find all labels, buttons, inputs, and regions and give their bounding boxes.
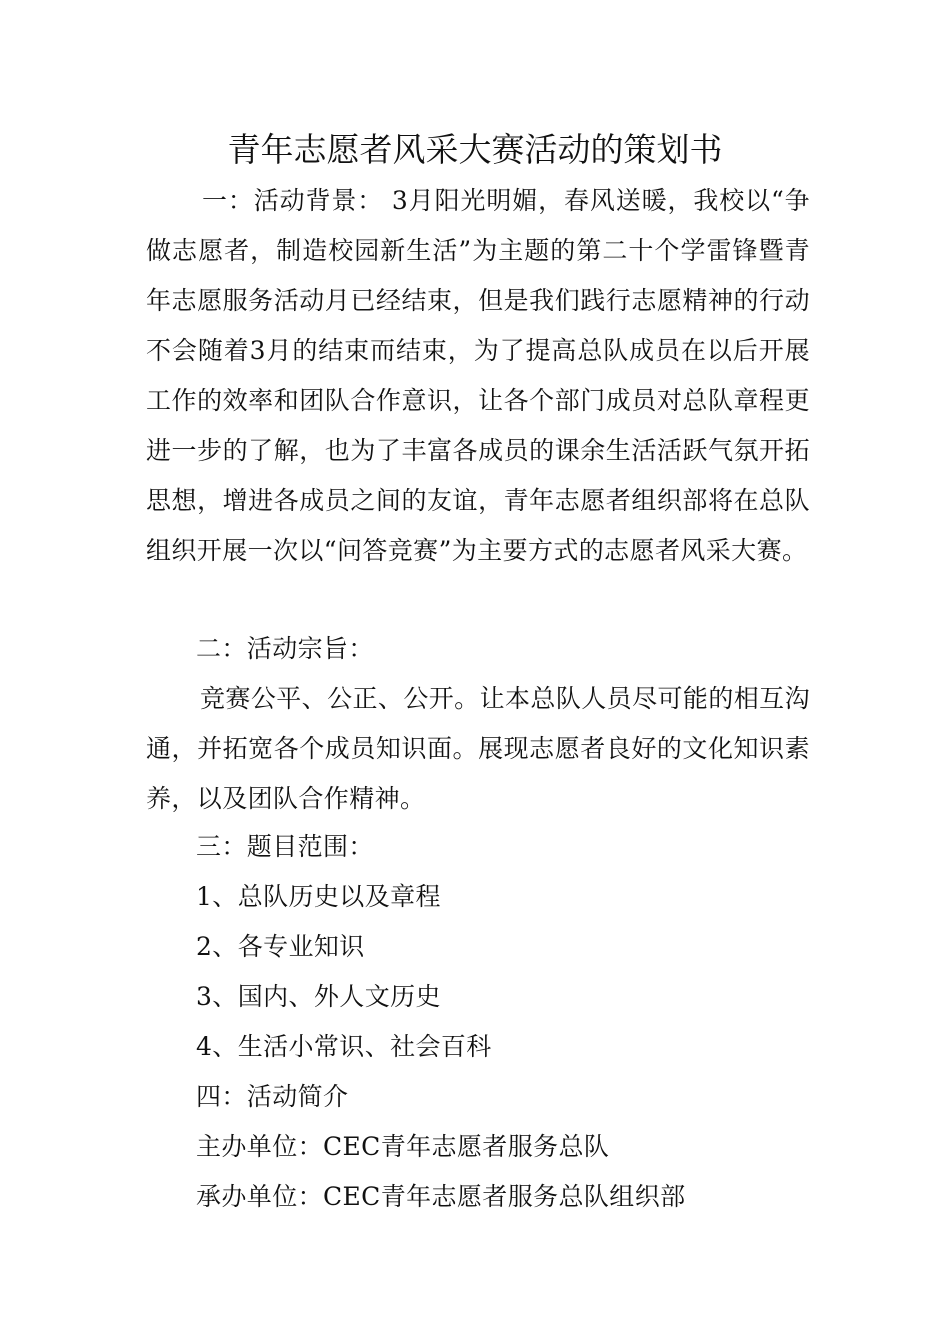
co-organizer-line: 承办单位：CEC青年志愿者服务总队组织部 — [196, 1182, 686, 1211]
document-title: 青年志愿者风采大赛活动的策划书 — [227, 130, 723, 169]
background-paragraph: 一：活动背景： 3月阳光明媚，春风送暖，我校以“争做志愿者，制造校园新生活”为主题的第二十个学雷锋暨青年志愿服务活动月已经结束，但是我们践行志愿精神的行动不会随着3月的结束而结束，为了提高总队成员在以后开展工作的效率和团队合作意识，让各个部门成员对总队章程更进一步的了解，也为了丰富各成员的课余生活活跃气氛开拓思想，增进各成员之间的友谊，青年志愿者组织部将在总队组织开展一次以“问答竞赛”为主要方式的志愿者风采大赛。 — [146, 186, 810, 565]
topic-item: 4、生活小常识、社会百科 — [196, 1032, 492, 1061]
organizer-line: 主办单位：CEC青年志愿者服务总队 — [196, 1132, 610, 1161]
topic-item: 3、国内、外人文历史 — [196, 982, 441, 1011]
section-heading-topics: 三：题目范围： — [196, 832, 374, 861]
section-heading-purpose: 二：活动宗旨： — [196, 634, 374, 663]
topic-item: 1、总队历史以及章程 — [196, 882, 441, 911]
topic-item: 2、各专业知识 — [196, 932, 365, 961]
purpose-paragraph: 竞赛公平、公正、公开。让本总队人员尽可能的相互沟通，并拓宽各个成员知识面。展现志愿者良好的文化知识素养，以及团队合作精神。 — [146, 684, 810, 813]
section-heading-intro: 四：活动简介 — [196, 1082, 349, 1111]
